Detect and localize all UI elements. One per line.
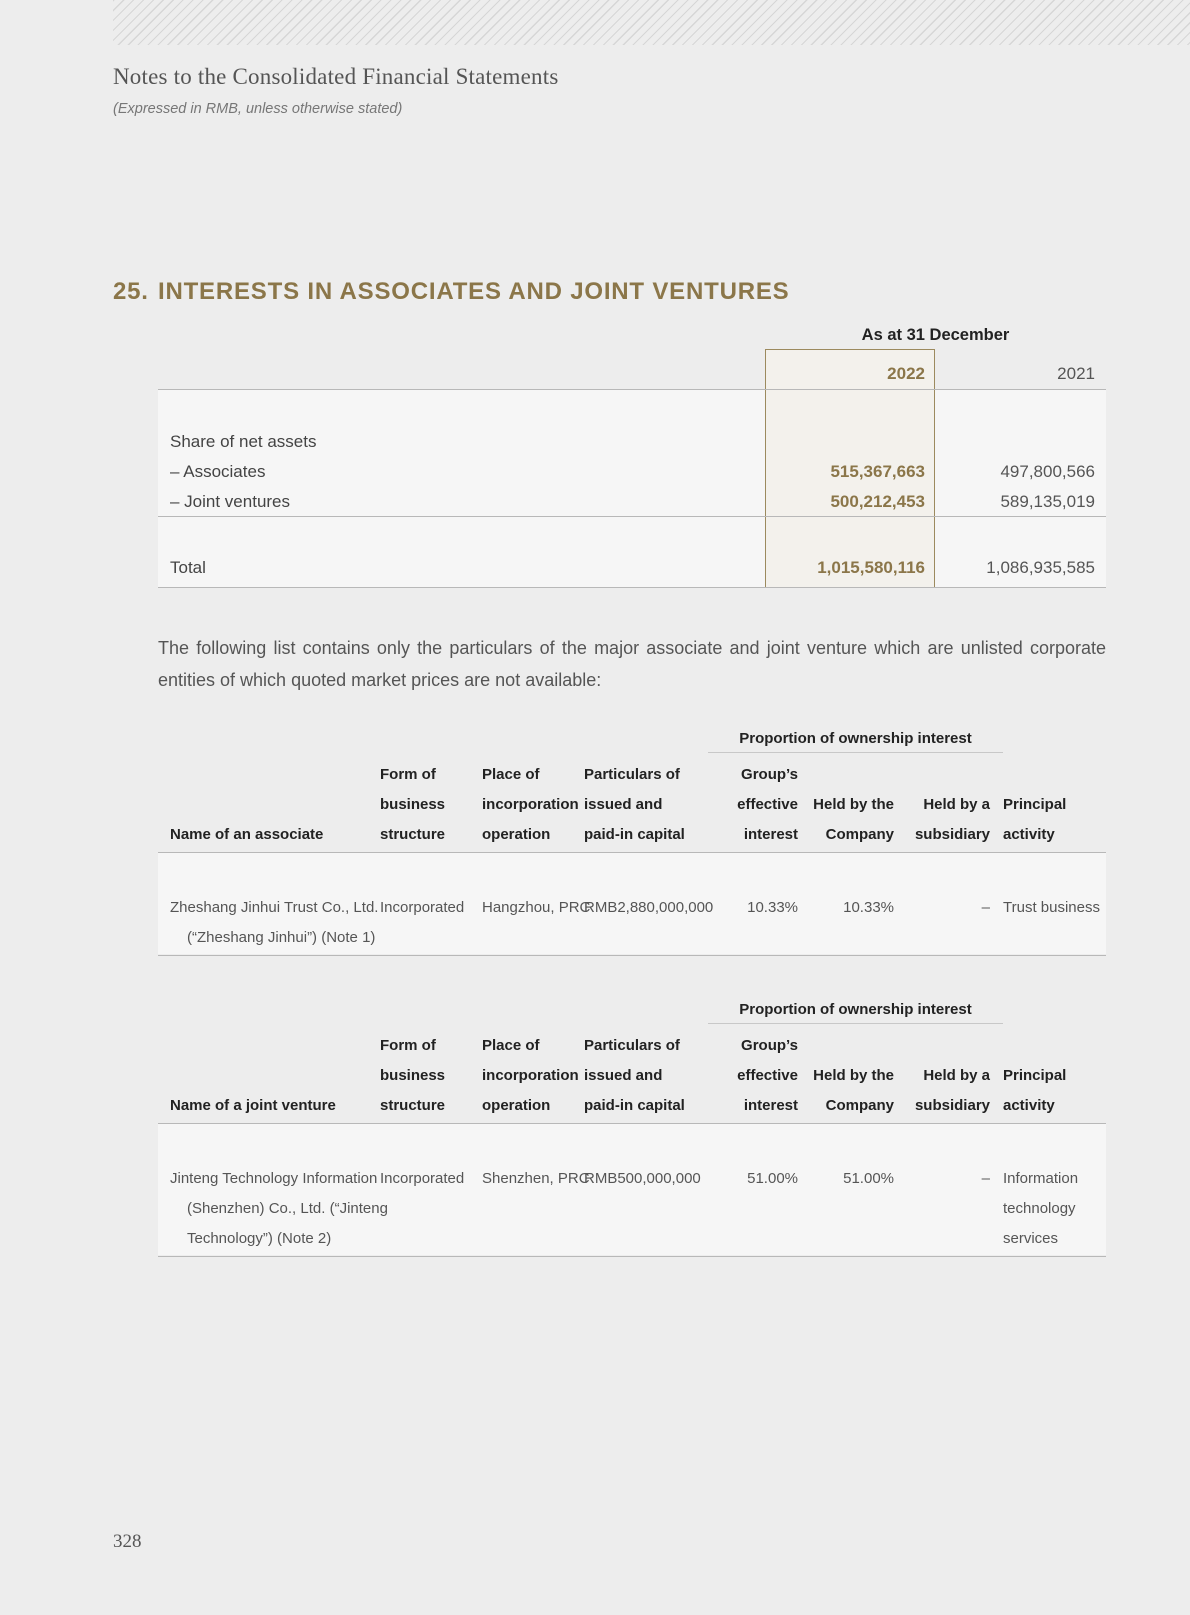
ownership-group-header: Proportion of ownership interest [739,730,972,747]
jv-place: Shenzhen, PRC [482,1170,590,1187]
header-capital: Particulars of issued and paid-in capital [584,766,685,843]
header-activity: Principal activity [1003,796,1067,843]
associate-activity: Trust business [1003,899,1100,916]
jv-name: Jinteng Technology Information (Shenzhen) Co., Ltd. (“Jinteng Technology”) (Note 2) [170,1170,388,1247]
page-title: Notes to the Consolidated Financial Statements [113,64,559,89]
header-held-subsidiary: Held by a subsidiary [914,796,990,843]
section-title: INTERESTS IN ASSOCIATES AND JOINT VENTURES [158,278,790,305]
associate-form: Incorporated [380,899,465,916]
value-2022: 515,367,663 [830,462,925,481]
summary-group-header: As at 31 December [861,326,1010,344]
header-name: Name of an associate [170,826,324,843]
value-2022: 500,212,453 [830,492,925,511]
header-group-interest: Group’s effective interest [737,766,798,843]
jv-group-interest: 51.00% [747,1170,798,1187]
header-form: Form of business structure [380,766,446,843]
associate-name: Zheshang Jinhui Trust Co., Ltd. (“Zheshang Jinhui”) (Note 1) [170,899,379,946]
intro-paragraph: The following list contains only the particulars of the major associate and joint venture which are unlisted corporate entities of which quoted market prices are not available: [158,638,1106,690]
jv-held-subsidiary: – [981,1170,990,1187]
value-2021: 497,800,566 [1000,462,1095,481]
associate-held-company: 10.33% [843,899,894,916]
header-held-company: Held by the Company [813,796,894,843]
value-2021: 589,135,019 [1000,492,1095,511]
header-activity: Principal activity [1003,1067,1067,1114]
joint-venture-table [158,1001,1106,1257]
associate-capital: RMB2,880,000,000 [584,899,714,916]
header-place: Place of incorporation operation [482,1037,579,1114]
associate-group-interest: 10.33% [747,899,798,916]
summary-total-row [158,558,1106,582]
jv-held-company: 51.00% [843,1170,894,1187]
ownership-group-header: Proportion of ownership interest [739,1001,972,1018]
jv-bottom-rule [158,1256,1106,1257]
summary-row [158,432,1106,456]
header-name: Name of a joint venture [170,1097,336,1114]
header-group-interest: Group’s effective interest [737,1037,798,1114]
summary-subtotal-rule [158,516,1106,517]
associate-held-subsidiary: – [981,899,990,916]
header-held-company: Held by the Company [813,1067,894,1114]
header-hatch-band [113,0,1190,45]
header-held-subsidiary: Held by a subsidiary [914,1067,990,1114]
row-label: – Joint ventures [170,492,291,511]
summary-row [158,492,1106,516]
section-heading [113,278,789,306]
section-number: 25. [113,278,149,305]
jv-capital: RMB500,000,000 [584,1170,701,1187]
ownership-group-rule [708,1023,1003,1024]
summary-header-rule [158,389,1106,390]
associate-table [158,730,1106,956]
associate-bottom-rule [158,955,1106,956]
total-label: Total [170,558,206,577]
row-label: Share of net assets [170,432,317,451]
row-label: – Associates [170,462,266,481]
header-place: Place of incorporation operation [482,766,579,843]
page-number: 328 [113,1531,142,1552]
year-2021-header: 2021 [1057,364,1095,383]
jv-activity: Information technology services [1003,1170,1079,1247]
ownership-group-rule [708,752,1003,753]
total-2022: 1,015,580,116 [817,558,925,577]
header-capital: Particulars of issued and paid-in capital [584,1037,685,1114]
jv-form: Incorporated [380,1170,465,1187]
year-2022-header: 2022 [887,364,925,383]
summary-bottom-rule [158,587,1106,588]
associate-place: Hangzhou, PRC [482,899,591,916]
total-2021: 1,086,935,585 [986,558,1095,577]
summary-row [158,462,1106,486]
page-subtitle: (Expressed in RMB, unless otherwise stated) [113,101,403,117]
header-form: Form of business structure [380,1037,446,1114]
summary-table [158,320,1106,588]
